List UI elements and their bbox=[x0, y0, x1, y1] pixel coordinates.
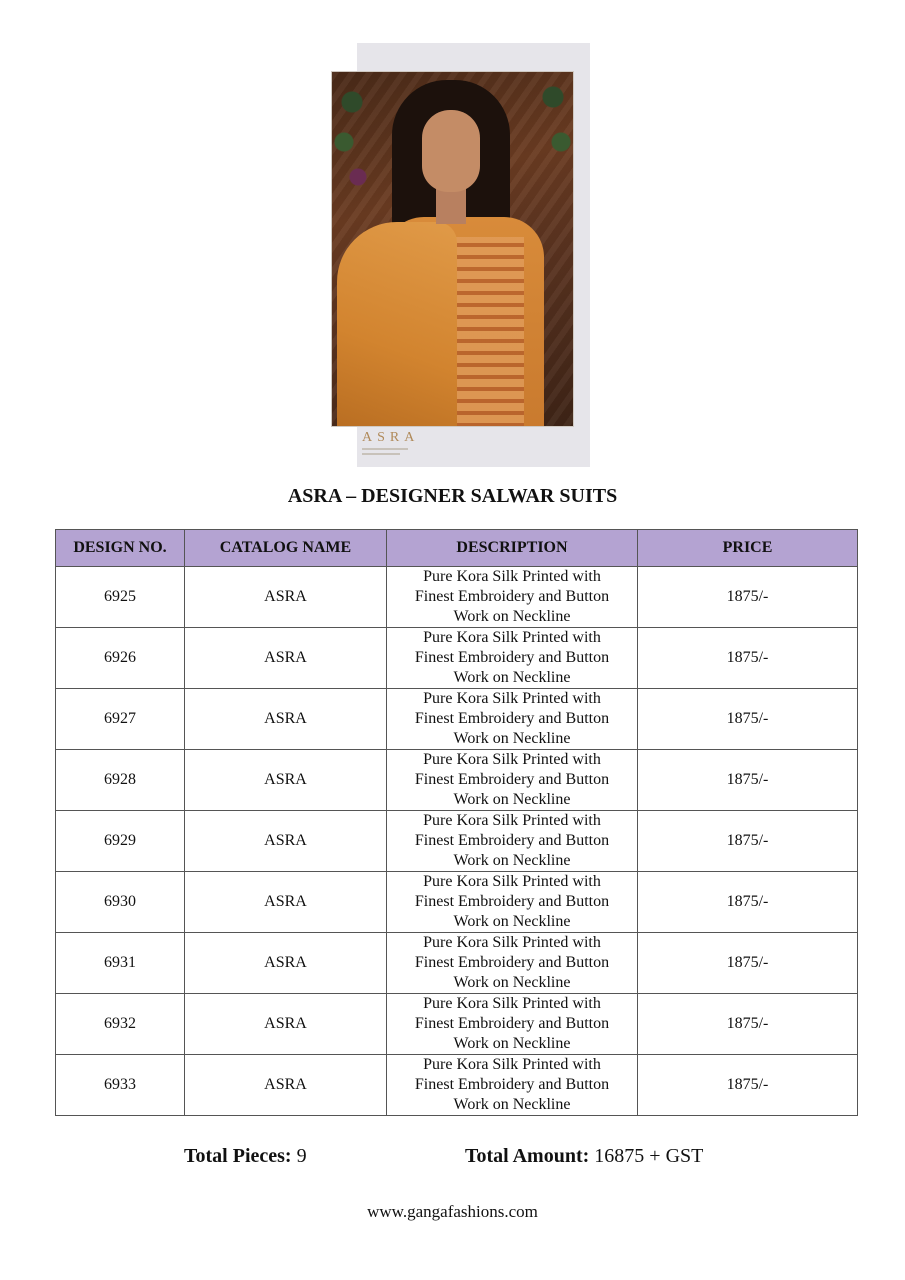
header-price: PRICE bbox=[638, 530, 858, 567]
table-row bbox=[56, 689, 858, 750]
website-link[interactable]: www.gangafashions.com bbox=[367, 1202, 538, 1221]
table-header-row bbox=[56, 530, 858, 567]
cell-description bbox=[387, 933, 638, 994]
cell-price: 1875/- bbox=[638, 567, 858, 628]
cell-catalog-name: ASRA bbox=[185, 933, 387, 994]
cell-design-no: 6927 bbox=[56, 689, 185, 750]
cell-catalog-name: ASRA bbox=[185, 689, 387, 750]
model-face bbox=[422, 110, 480, 192]
table-row bbox=[56, 750, 858, 811]
desc-line: Work on Neckline bbox=[453, 852, 571, 869]
cell-catalog-name: ASRA bbox=[185, 994, 387, 1055]
desc-line: Pure Kora Silk Printed with bbox=[423, 934, 601, 951]
cell-design-no: 6931 bbox=[56, 933, 185, 994]
cell-price: 1875/- bbox=[638, 872, 858, 933]
cell-description bbox=[387, 689, 638, 750]
leaves-left-decoration bbox=[332, 72, 372, 202]
brand-logo bbox=[362, 430, 422, 460]
cell-catalog-name: ASRA bbox=[185, 628, 387, 689]
cell-design-no: 6928 bbox=[56, 750, 185, 811]
desc-line: Pure Kora Silk Printed with bbox=[423, 873, 601, 890]
cell-price: 1875/- bbox=[638, 811, 858, 872]
desc-line: Work on Neckline bbox=[453, 1096, 571, 1113]
desc-line: Pure Kora Silk Printed with bbox=[423, 629, 601, 646]
page-title: ASRA – DESIGNER SALWAR SUITS bbox=[287, 485, 618, 507]
cell-description bbox=[387, 750, 638, 811]
cell-description bbox=[387, 872, 638, 933]
cell-description bbox=[387, 567, 638, 628]
cell-catalog-name: ASRA bbox=[185, 872, 387, 933]
desc-line: Work on Neckline bbox=[453, 974, 571, 991]
brand-logo-text: ASRA bbox=[362, 430, 420, 445]
desc-line: Work on Neckline bbox=[453, 791, 571, 808]
cell-price: 1875/- bbox=[638, 933, 858, 994]
leaves-right-decoration bbox=[533, 72, 573, 182]
desc-line: Finest Embroidery and Button bbox=[414, 954, 610, 971]
table-row bbox=[56, 1055, 858, 1116]
desc-line: Finest Embroidery and Button bbox=[414, 893, 610, 910]
cell-catalog-name: ASRA bbox=[185, 567, 387, 628]
cell-price: 1875/- bbox=[638, 1055, 858, 1116]
catalog-table bbox=[55, 529, 858, 1116]
desc-line: Work on Neckline bbox=[453, 669, 571, 686]
desc-line: Finest Embroidery and Button bbox=[414, 832, 610, 849]
desc-line: Pure Kora Silk Printed with bbox=[423, 812, 601, 829]
table-row bbox=[56, 872, 858, 933]
header-design-no: DESIGN NO. bbox=[56, 530, 185, 567]
logo-tagline-line bbox=[362, 448, 408, 450]
table-row bbox=[56, 994, 858, 1055]
table-row bbox=[56, 933, 858, 994]
total-amount-value: 16875 + GST bbox=[594, 1145, 704, 1167]
total-pieces bbox=[184, 1145, 307, 1168]
cell-price: 1875/- bbox=[638, 750, 858, 811]
desc-line: Work on Neckline bbox=[453, 608, 571, 625]
table-row bbox=[56, 811, 858, 872]
cell-design-no: 6925 bbox=[56, 567, 185, 628]
cell-design-no: 6926 bbox=[56, 628, 185, 689]
cell-description bbox=[387, 994, 638, 1055]
desc-line: Finest Embroidery and Button bbox=[414, 588, 610, 605]
table-row bbox=[56, 567, 858, 628]
desc-line: Pure Kora Silk Printed with bbox=[423, 995, 601, 1012]
desc-line: Finest Embroidery and Button bbox=[414, 649, 610, 666]
desc-line: Pure Kora Silk Printed with bbox=[423, 751, 601, 768]
model-dupatta bbox=[337, 222, 457, 427]
cell-description bbox=[387, 628, 638, 689]
header-catalog-name: CATALOG NAME bbox=[185, 530, 387, 567]
cell-price: 1875/- bbox=[638, 689, 858, 750]
desc-line: Work on Neckline bbox=[453, 1035, 571, 1052]
header-description: DESCRIPTION bbox=[387, 530, 638, 567]
desc-line: Pure Kora Silk Printed with bbox=[423, 1056, 601, 1073]
cell-catalog-name: ASRA bbox=[185, 750, 387, 811]
desc-line: Work on Neckline bbox=[453, 913, 571, 930]
cell-design-no: 6932 bbox=[56, 994, 185, 1055]
cell-price: 1875/- bbox=[638, 994, 858, 1055]
desc-line: Pure Kora Silk Printed with bbox=[423, 690, 601, 707]
catalog-cover-photo bbox=[331, 71, 574, 427]
total-amount bbox=[465, 1145, 703, 1168]
logo-tagline-line bbox=[362, 453, 400, 455]
desc-line: Finest Embroidery and Button bbox=[414, 710, 610, 727]
desc-line: Finest Embroidery and Button bbox=[414, 1015, 610, 1032]
cell-design-no: 6933 bbox=[56, 1055, 185, 1116]
total-pieces-label: Total Pieces: bbox=[184, 1145, 292, 1167]
desc-line: Finest Embroidery and Button bbox=[414, 1076, 610, 1093]
cell-description bbox=[387, 1055, 638, 1116]
desc-line: Finest Embroidery and Button bbox=[414, 771, 610, 788]
desc-line: Pure Kora Silk Printed with bbox=[423, 568, 601, 585]
cell-design-no: 6929 bbox=[56, 811, 185, 872]
cell-description bbox=[387, 811, 638, 872]
cell-catalog-name: ASRA bbox=[185, 1055, 387, 1116]
total-pieces-value: 9 bbox=[296, 1145, 307, 1167]
table-row bbox=[56, 628, 858, 689]
total-amount-label: Total Amount: bbox=[465, 1145, 590, 1167]
cell-design-no: 6930 bbox=[56, 872, 185, 933]
cell-catalog-name: ASRA bbox=[185, 811, 387, 872]
cell-price: 1875/- bbox=[638, 628, 858, 689]
desc-line: Work on Neckline bbox=[453, 730, 571, 747]
